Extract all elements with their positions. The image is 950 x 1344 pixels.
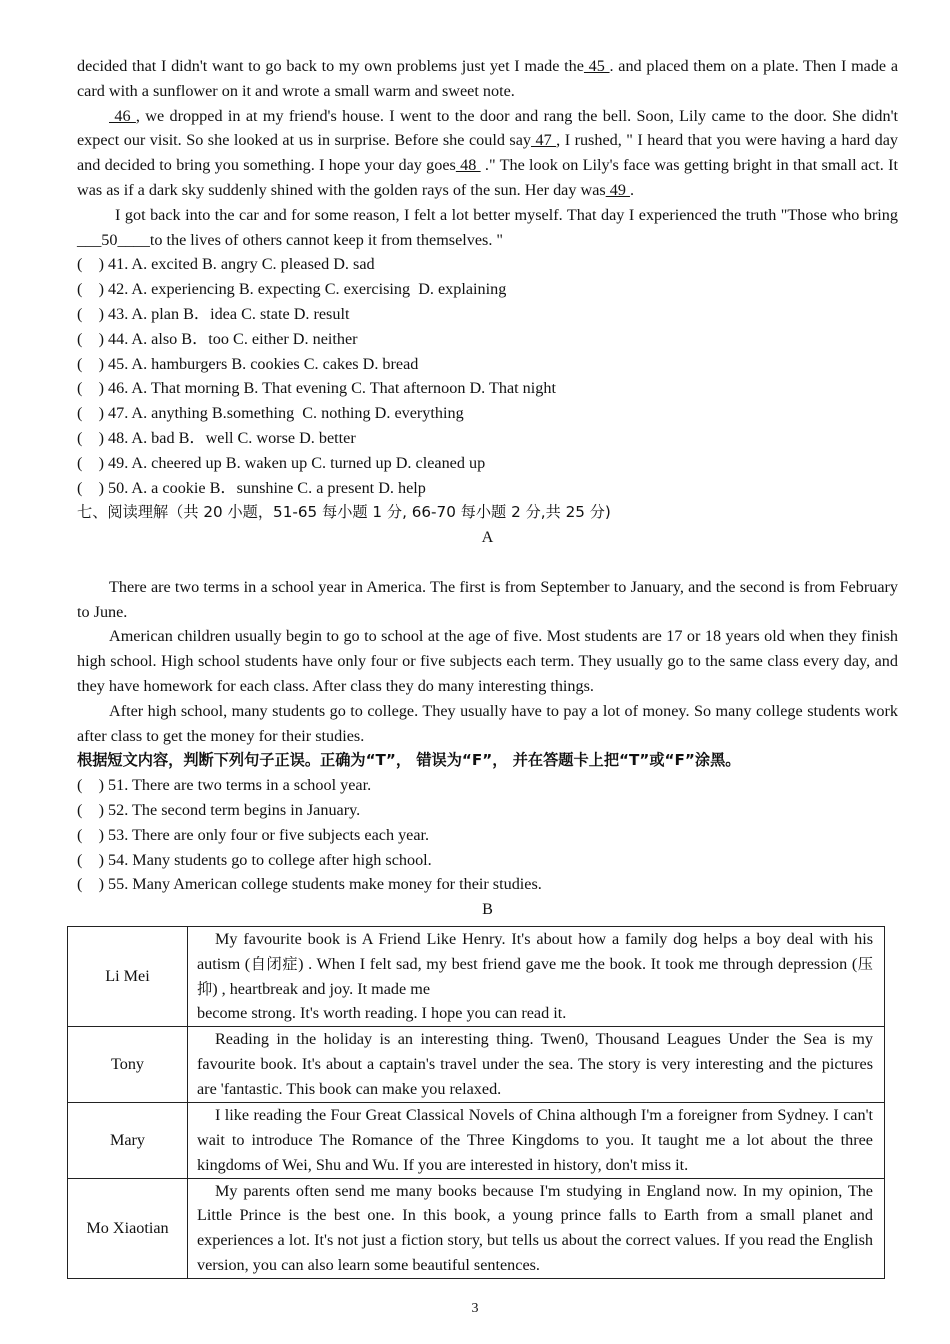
reading-a-paragraph: There are two terms in a school year in America. The first is from September to January, and the second is from February to June. — [77, 577, 898, 621]
table-row — [68, 927, 885, 1027]
text-run: ." The look on Lily's face was getting bright in that small act. It was as if a dark sky suddenly shined with the golden rays of the sun. Her day was — [77, 156, 899, 199]
blank-48: 48 — [455, 156, 481, 175]
person-text: Reading in the holiday is an interesting thing. Twen0, Thousand Leagues Under the Sea is my favourite book. It's about a captain's travel under the sea. The story is very interesting and the pictures are 'fantastic. This book can make you relaxed. — [188, 1027, 885, 1103]
question-item: ( ) 46. A. That morning B. That evening C. That afternoon D. That night — [77, 379, 556, 398]
cloze-paragraph-1 — [77, 54, 898, 104]
question-item: ( ) 52. The second term begins in January. — [77, 800, 361, 819]
question-item: ( ) 48. A. bad B．well C. worse D. better — [77, 428, 356, 447]
person-name: Mary — [68, 1103, 188, 1178]
table-row — [68, 1103, 885, 1178]
person-text: My favourite book is A Friend Like Henry. It's about how a family dog helps a boy deal with his autism (自闭症) . When I felt sad, my best friend gave me the book. It took me through depression (压抑) , heartbreak and joy. It made me become strong. It's worth reading. I hope you can read it. — [188, 927, 885, 1027]
cloze-paragraph-3: I got back into the car and for some reason, I felt a lot better myself. That day I experienced the truth "Those who bring ___50____to the lives of others cannot keep it from themselves. " — [77, 205, 898, 249]
question-item: ( ) 42. A. experiencing B. expecting C. exercising D. explaining — [77, 280, 507, 299]
blank-47: 47 — [530, 131, 557, 150]
reading-a-paragraph: American children usually begin to go to school at the age of five. Most students are 17 or 18 years old when they finish high school. High school students have only four or five subjects each term. They usually go to the same class every day, and they have homework for each class. After class they do many interesting things. — [77, 627, 898, 695]
person-name: Li Mei — [68, 927, 188, 1027]
text-run: , we dropped in at my friend's house. I went to the door and rang the bell. Soon, Lily came to the door. She didn't expect our visit. So she looked at us in surprise. Before she could say — [77, 106, 899, 150]
blank-45: 45 — [583, 57, 610, 75]
cloze-question-list — [77, 252, 898, 500]
part-b-label: B — [482, 900, 493, 919]
question-item: ( ) 53. There are only four or five subjects each year. — [77, 825, 430, 844]
document-page — [77, 54, 898, 922]
blank-49: 49 — [605, 180, 630, 199]
book-recommendation-table — [67, 926, 885, 1279]
person-name: Mo Xiaotian — [68, 1178, 188, 1278]
question-item: ( ) 50. A. a cookie B．sunshine C. a present D. help — [77, 478, 426, 497]
text-run: . and placed them on a plate. Then I made a card with a sunflower on it and wrote a small warm and sweet note. — [77, 57, 899, 100]
question-item: ( ) 45. A. hamburgers B. cookies C. cakes D. bread — [77, 354, 419, 373]
question-item: ( ) 41. A. excited B. angry C. pleased D. sad — [77, 255, 375, 274]
tf-question-list — [77, 773, 898, 897]
part-a-label: A — [481, 528, 494, 547]
tf-instruction: 根据短文内容，判断下列句子正误。正确为“T”， 错误为“F”， 并在答题卡上把“T”或“F”涂黑。 — [77, 751, 741, 770]
person-name: Tony — [68, 1027, 188, 1103]
question-item: ( ) 44. A. also B．too C. either D. neither — [77, 329, 358, 348]
question-item: ( ) 51. There are two terms in a school year. — [77, 776, 372, 795]
question-item: ( ) 43. A. plan B．idea C. state D. result — [77, 304, 350, 323]
question-item: ( ) 47. A. anything B.something C. nothing D. everything — [77, 404, 464, 423]
person-text: I like reading the Four Great Classical Novels of China although I'm a foreigner from Sydney. I can't wait to introduce The Romance of the Three Kingdoms to you. It taught me a lot about the three kingdoms of Wei, Shu and Wu. If you are interested in history, don't miss it. — [188, 1103, 885, 1178]
table-row — [68, 1178, 885, 1278]
section-heading: 七、阅读理解（共 20 小题，51-65 每小题 1 分, 66-70 每小题 2 分,共 25 分) — [77, 503, 611, 522]
page-number: 3 — [471, 1301, 479, 1316]
cloze-paragraph-2 — [77, 104, 898, 203]
person-text: My parents often send me many books because I'm studying in England now. In my opinion, The Little Prince is the best one. In this book, a young prince falls to Earth from a small planet and experiences a lot. It's not just a fiction story, but tells us about the correct values. If you read the English version, you can also learn some beautiful sentences. — [188, 1178, 885, 1278]
blank-46: 46 — [109, 106, 136, 125]
question-item: ( ) 49. A. cheered up B. waken up C. turned up D. cleaned up — [77, 453, 486, 472]
text-run: decided that I didn't want to go back to my own problems just yet I made the — [77, 57, 584, 75]
table-row — [68, 1027, 885, 1103]
question-item: ( ) 55. Many American college students make money for their studies. — [77, 875, 542, 894]
text-run: . — [629, 180, 635, 199]
question-item: ( ) 54. Many students go to college after high school. — [77, 850, 432, 869]
text-run: , I rushed, " I heard that you were having a hard day and decided to bring you something. I hope your day goes — [77, 131, 899, 175]
reading-a-paragraph: After high school, many students go to college. They usually have to pay a lot of money. So many college students work after class to get the money for their studies. — [77, 701, 898, 745]
